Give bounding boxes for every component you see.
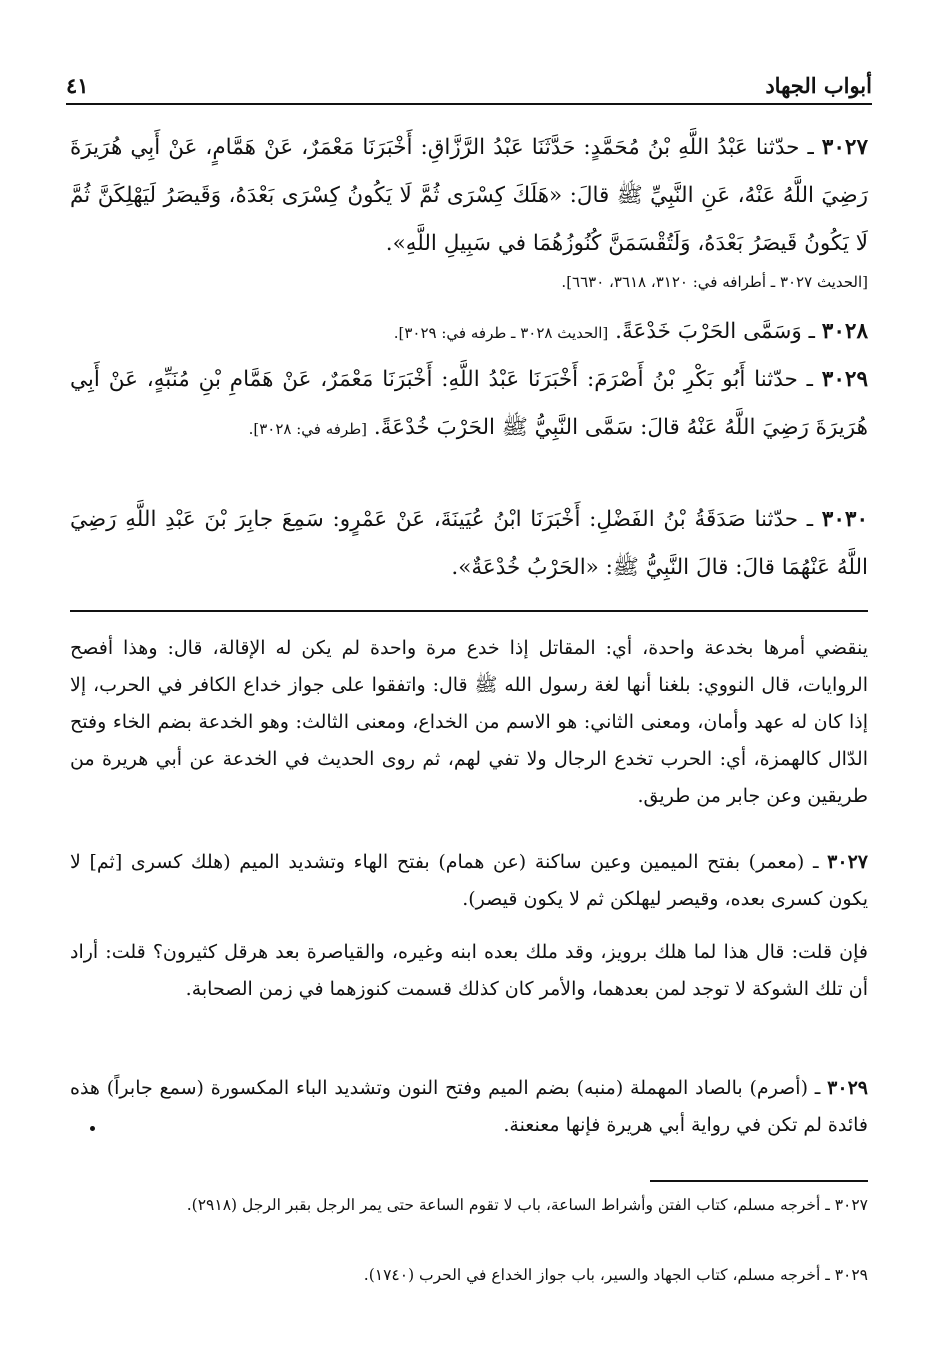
hadith-text: ـ حدّثنا صَدَقَةُ بْنُ الفَضْلِ: أَخْبَرَنَا ابْنُ عُيَينَةَ، عَنْ عَمْرٍو: سَمِعَ جابِرَ بْنَ عَبْدِ اللَّهِ رَضِيَ اللَّهُ عَنْهُمَا قالَ: قالَ النَّبِيُّ ﷺ: «الحَرْبُ خُدْعَةٌ». bbox=[70, 507, 868, 580]
footnote-number: ٣٠٢٧ bbox=[834, 1196, 868, 1214]
footnote-3029 bbox=[70, 1262, 868, 1289]
commentary-number: ٣٠٢٧ bbox=[827, 851, 868, 873]
header-rule bbox=[66, 103, 872, 105]
hadith-number: ٣٠٢٩ bbox=[821, 367, 868, 392]
footnote-divider bbox=[650, 1180, 868, 1182]
hadith-text: ـ وَسَمَّى الحَرْبَ خَدْعَةً. bbox=[615, 319, 815, 344]
footnote-text: ـ أخرجه مسلم، كتاب الفتن وأشراط الساعة، باب لا تقوم الساعة حتى يمر الرجل بقبر الرجل (٢٩١٨). bbox=[186, 1196, 830, 1214]
commentary-text: ـ (أصرم) بالصاد المهملة (منبه) بضم الميم وفتح النون وتشديد الباء المكسورة (سمع جابراً) هذه فائدة لم تكن في رواية أبي هريرة فإنها معنعنة. bbox=[70, 1077, 868, 1136]
hadith-3029 bbox=[70, 356, 868, 452]
commentary-3027 bbox=[70, 844, 868, 918]
commentary-number: ٣٠٢٩ bbox=[827, 1077, 868, 1099]
stray-mark bbox=[90, 1126, 95, 1131]
section-divider bbox=[70, 610, 868, 612]
hadith-text: ـ حدّثنا أَبُو بَكْرِ بْنُ أَصْرَمَ: أَخْبَرَنَا عَبْدُ اللَّهِ: أَخْبَرَنَا مَعْمَرٌ، عَنْ هَمَّامِ بْنِ مُنَبِّهٍ، عَنْ أَبِي هُرَيرَةَ رَضِيَ اللَّهُ عَنْهُ قالَ: سَمَّى النَّبِيُّ ﷺ الحَرْبَ خُدْعَةً. bbox=[70, 367, 868, 440]
hadith-3030 bbox=[70, 496, 868, 592]
page-header bbox=[66, 58, 872, 98]
hadith-number: ٣٠٢٧ bbox=[821, 135, 868, 160]
hadith-number: ٣٠٢٨ bbox=[821, 319, 868, 344]
commentary-paragraph: ينقضي أمرها بخدعة واحدة، أي: المقاتل إذا خدع مرة واحدة لم يكن له الإقالة، قال: وهذا أفصح الروايات، قال النووي: بلغنا أنها لغة رسول الله ﷺ قال: واتفقوا على جواز خداع الكافر في الحرب، إلا إذا كان له عهد وأمان، ومعنى الثاني: هو الاسم من الخداع، ومعنى الثالث: وهو الخدعة بضم الخاء وفتح الدّال كالهمزة، أي: الحرب تخدع الرجال ولا تفي لهم، ثم روى الحديث في الخدعة عن أبي هريرة من طريقين وعن جابر من طريق. bbox=[70, 637, 868, 807]
hadith-3028 bbox=[70, 308, 868, 356]
footnote-3027 bbox=[70, 1192, 868, 1219]
hadith-3027-reference: [الحديث ٣٠٢٧ ـ أطرافه في: ٣١٢٠، ٣٦١٨، ٦٦٣٠]. bbox=[561, 273, 868, 291]
footnote-number: ٣٠٢٩ bbox=[834, 1266, 868, 1284]
hadith-reference: [الحديث ٣٠٢٨ ـ طرفه في: ٣٠٢٩]. bbox=[393, 324, 609, 342]
hadith-reference: [طرفه في: ٣٠٢٨]. bbox=[248, 420, 368, 438]
hadith-3027 bbox=[70, 124, 868, 268]
chapter-title: أبواب الجهاد bbox=[765, 73, 872, 98]
commentary-question: فإن قلت: قال هذا لما هلك برويز، وقد ملك بعده ابنه وغيره، والقياصرة بعد هرقل كثيرون؟ قلت: أراد أن تلك الشوكة لا توجد لمن بعدهما، والأمر كان كذلك قسمت كنوزهما في زمن الصحابة. bbox=[70, 941, 868, 1000]
hadith-text: ـ حدّثنا عَبْدُ اللَّهِ بْنُ مُحَمَّدٍ: حَدَّثَنَا عَبْدُ الرَّزَّاقِ: أَخْبَرَنَا مَعْمَرٌ، عَنْ هَمَّامٍ، عَنْ أَبِي هُرَيرَةَ رَضِيَ اللَّهُ عَنْهُ، عَنِ النَّبِيِّ ﷺ قالَ: «هَلَكَ كِسْرَى ثُمَّ لَا يَكُونُ كِسْرَى بَعْدَهُ، وَقَيصَرُ لَيَهْلِكَنَّ ثُمَّ لَا يَكُونُ قَيصَرُ بَعْدَهُ، وَلَتُقْسَمَنَّ كُنُوزُهُمَا في سَبِيلِ اللَّهِ». bbox=[70, 135, 868, 256]
page-number: ٤١ bbox=[66, 73, 89, 98]
commentary-3029 bbox=[70, 1070, 868, 1144]
hadith-number: ٣٠٣٠ bbox=[821, 507, 868, 532]
footnote-text: ـ أخرجه مسلم، كتاب الجهاد والسير، باب جواز الخداع في الحرب (١٧٤٠). bbox=[363, 1266, 830, 1284]
commentary-text: ـ (معمر) بفتح الميمين وعين ساكنة (عن همام) بفتح الهاء وتشديد الميم (هلك كسرى [ثم] لا يكون كسرى بعده، وقيصر ليهلكن ثم لا يكون قيصر). bbox=[70, 851, 868, 910]
